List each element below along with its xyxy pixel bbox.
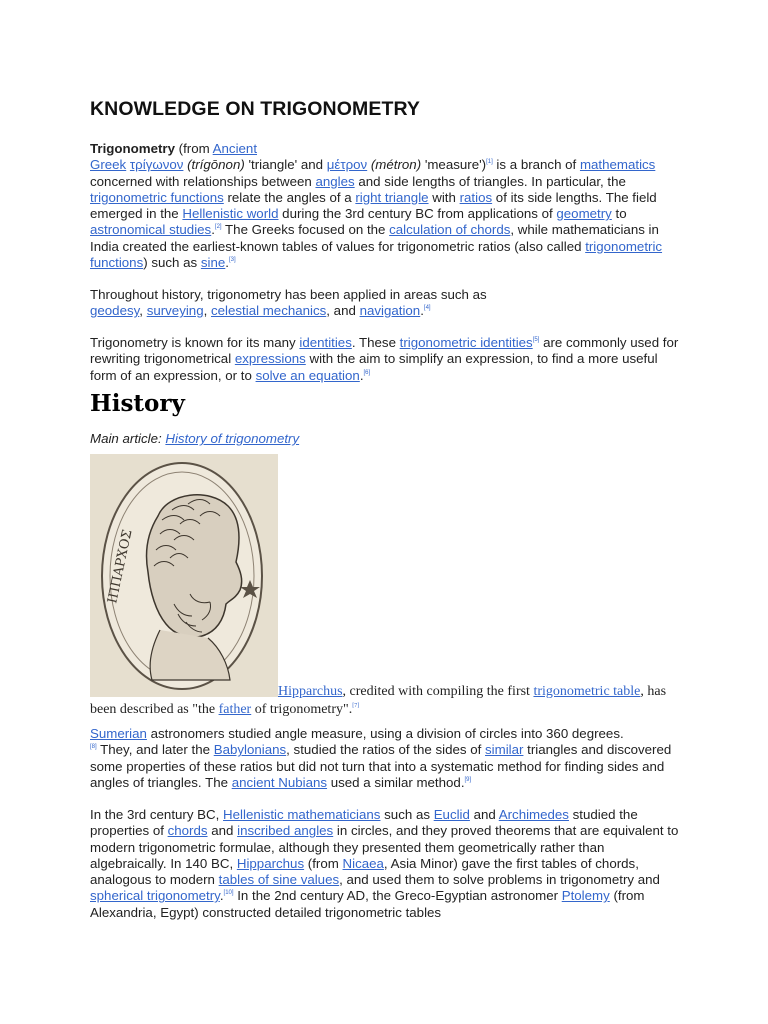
text: with [428, 189, 460, 205]
text: The Greeks focused on the [221, 222, 390, 238]
link-geodesy[interactable]: geodesy [90, 303, 140, 319]
text: are commonly used for rewriting trigonometrical [90, 335, 679, 367]
link-history-of-trigonometry[interactable]: History of trigonometry [165, 431, 300, 446]
link-identities[interactable]: identities [299, 335, 352, 350]
citation[interactable]: [4] [423, 305, 431, 312]
text: and [469, 807, 499, 822]
text: 'measure') [421, 157, 487, 173]
citation[interactable]: [2] [214, 224, 222, 231]
text: triangles and discovered some properties of these ratios but did not turn that into a systematic method for finding sides and angles of triangles. The [90, 742, 672, 790]
link-nicaea[interactable]: Nicaea [342, 855, 384, 871]
link-surveying[interactable]: surveying [146, 303, 204, 319]
text: studied the properties of [90, 807, 638, 839]
section-heading-history: History [90, 390, 185, 417]
citation[interactable]: [1] [486, 159, 493, 166]
link-sine[interactable]: sine [200, 255, 226, 271]
text: , [203, 303, 211, 319]
text: such as [380, 807, 434, 822]
text: to [611, 206, 627, 222]
term-bold: Trigonometry [90, 141, 175, 156]
applications-paragraph [90, 287, 490, 320]
image-caption [90, 683, 690, 718]
text: In the 2nd century AD, the Greco-Egyptian astronomer [233, 888, 562, 904]
text: , credited with compiling the first [342, 684, 534, 699]
text: , and used them to solve problems in trigonometry and [339, 872, 660, 888]
text: (from [304, 855, 343, 871]
text: with the aim to simplify an expression, to find a more useful form of an expression, or to [90, 351, 658, 383]
text: during the 3rd century BC from applications of [278, 206, 557, 222]
link-hipparchus[interactable]: Hipparchus [278, 684, 343, 699]
text: , and [326, 303, 360, 319]
identities-paragraph [90, 335, 680, 384]
citation[interactable]: [7] [352, 702, 360, 709]
text: Trigonometry is known for its many [90, 335, 300, 350]
citation[interactable]: [5] [532, 337, 540, 343]
text: relate the angles of a [223, 189, 356, 205]
link-hipparchus-2[interactable]: Hipparchus [236, 855, 305, 871]
link-trigonon[interactable]: τρίγωνον [129, 157, 184, 173]
text: They, and later the [96, 742, 214, 758]
text: . [211, 222, 215, 238]
text: of trigonometry". [251, 701, 353, 717]
portrait-drawing [90, 454, 278, 697]
link-solve-an-equation[interactable]: solve an equation [255, 367, 360, 383]
link-babylonians[interactable]: Babylonians [213, 742, 287, 758]
text: is a branch of [492, 157, 580, 173]
text: , has been described as "the [90, 684, 667, 717]
link-inscribed-angles[interactable]: inscribed angles [237, 823, 334, 839]
link-ratios[interactable]: ratios [459, 189, 493, 205]
citation[interactable]: [6] [363, 369, 371, 376]
text: astronomers studied angle measure, using a division of circles into 360 degrees. [146, 726, 624, 741]
text: . These [351, 335, 400, 350]
text: , studied the ratios of the sides of [286, 742, 486, 758]
text: In the 3rd century BC, [90, 807, 224, 822]
text: (from Alexandria, Egypt) constructed detailed trigonometric tables [90, 888, 645, 920]
link-ancient-nubians[interactable]: ancient Nubians [231, 774, 328, 790]
hipparchus-portrait-image[interactable] [90, 454, 278, 697]
link-trigonometric-table[interactable]: trigonometric table [533, 684, 641, 699]
link-trigonometric-identities[interactable]: trigonometric identities [399, 335, 533, 350]
link-greek[interactable]: Greek [90, 157, 127, 173]
hellenistic-paragraph [90, 807, 680, 921]
link-right-triangle[interactable]: right triangle [355, 189, 429, 205]
link-ancient-greek[interactable]: Ancient [212, 141, 258, 156]
text: . [420, 303, 424, 319]
text: , Asia Minor) gave the first tables of chords, analogous to modern [90, 855, 639, 888]
link-chords[interactable]: chords [167, 823, 208, 839]
citation[interactable]: [10] [223, 890, 234, 897]
link-archimedes[interactable]: Archimedes [498, 807, 569, 822]
intro-paragraph [90, 141, 680, 271]
link-trigonometric-functions-2[interactable]: trigonometric functions [90, 238, 663, 271]
link-similar[interactable]: similar [485, 742, 524, 758]
link-hellenistic-world[interactable]: Hellenistic world [182, 206, 279, 222]
text: concerned with relationships between [90, 173, 316, 189]
citation[interactable]: [3] [229, 257, 236, 264]
link-ptolemy[interactable]: Ptolemy [561, 888, 610, 904]
link-calculation-of-chords[interactable]: calculation of chords [389, 222, 511, 238]
text: (métron) [367, 157, 422, 173]
citation[interactable]: [9] [464, 776, 472, 783]
main-article-note [90, 431, 299, 447]
text: Main article: [90, 431, 166, 446]
text: and [207, 823, 238, 839]
link-celestial-mechanics[interactable]: celestial mechanics [211, 303, 327, 319]
link-sumerian[interactable]: Sumerian [90, 726, 147, 741]
link-father[interactable]: father [218, 701, 252, 717]
link-astronomical-studies[interactable]: astronomical studies [90, 222, 212, 238]
text: , while mathematicians in India created the earliest-known tables of values for trigonometric ratios (also called [90, 222, 659, 254]
citation[interactable]: [8] [90, 744, 97, 751]
text: . [225, 255, 229, 271]
text: in circles, and they proved theorems that are equivalent to modern trigonometric formulae, although they presented them geometrically rather than algebraically. In 140 BC, [90, 823, 679, 871]
sumerian-paragraph [90, 726, 680, 791]
text: 'triangle' and [244, 157, 327, 173]
link-geometry[interactable]: geometry [556, 206, 612, 222]
text: ) such as [143, 255, 201, 271]
link-angles[interactable]: angles [315, 173, 355, 189]
text: (from [174, 141, 213, 156]
text: . [219, 888, 224, 904]
text: and side lengths of triangles. In particular, the [354, 173, 626, 189]
text: used a similar method. [327, 774, 465, 790]
link-metron[interactable]: μέτρον [326, 157, 368, 173]
text: . [359, 367, 364, 383]
page-title: KNOWLEDGE ON TRIGONOMETRY [90, 98, 421, 120]
link-mathematics[interactable]: mathematics [579, 157, 656, 173]
text: , [139, 303, 147, 319]
link-spherical-trigonometry[interactable]: spherical trigonometry [90, 888, 220, 904]
link-trigonometric-functions[interactable]: trigonometric functions [90, 189, 224, 205]
text: of its side lengths. The field emerged in the [90, 189, 657, 222]
link-navigation[interactable]: navigation [359, 303, 421, 319]
text: (trígōnon) [183, 157, 245, 173]
text: Throughout history, trigonometry has been applied in areas such as [90, 287, 487, 302]
link-hellenistic-mathematicians[interactable]: Hellenistic mathematicians [223, 807, 381, 822]
link-expressions[interactable]: expressions [234, 351, 306, 367]
link-euclid[interactable]: Euclid [433, 807, 470, 822]
portrait-inscription: ΙΠΠΑΡΧΟΣ [105, 528, 136, 605]
link-tables-of-sine-values[interactable]: tables of sine values [218, 872, 340, 888]
